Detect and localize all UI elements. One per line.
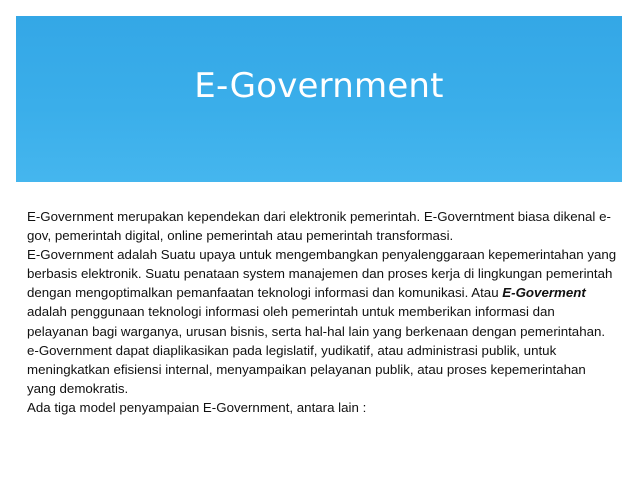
paragraph-explanation-start: E-Government adalah Suatu upaya untuk mengembangkan penyalenggaraan kepemerintahan yang berbasis elektronik. Suatu penataan system manajemen dan proses kerja di lingkungan pemerintah dengan mengoptimalkan pemanfaatan teknologi informasi dan komunikasi. Atau [27,247,617,301]
paragraph-definition: E-Government merupakan kependekan dari elektronik pemerintah. E-Governtment biasa dikenal e-gov, pemerintah digital, online pemerintah atau pemerintah transformasi. [27,209,611,244]
paragraph-explanation-end: adalah penggunaan teknologi informasi oleh pemerintah untuk memberikan informasi dan pelayanan bagi warganya, urusan bisnis, serta hal-hal lain yang berkenaan dengan pemerintahan. e-Government dapat diaplikasikan pada legislatif, yudikatif, atau administrasi publik, untuk meningkatkan efisiensi internal, menyampaikan pelayanan publik, atau proses kepemerintahan yang demokratis. [27,304,606,396]
slide-title: E-Government [194,66,444,106]
paragraph-models-intro: Ada tiga model penyampaian E-Government, antara lain : [27,399,367,415]
emphasis-e-goverment: E-Goverment [502,285,586,301]
title-banner [16,16,622,182]
slide-body [27,207,617,417]
paragraph-explanation [27,245,617,398]
